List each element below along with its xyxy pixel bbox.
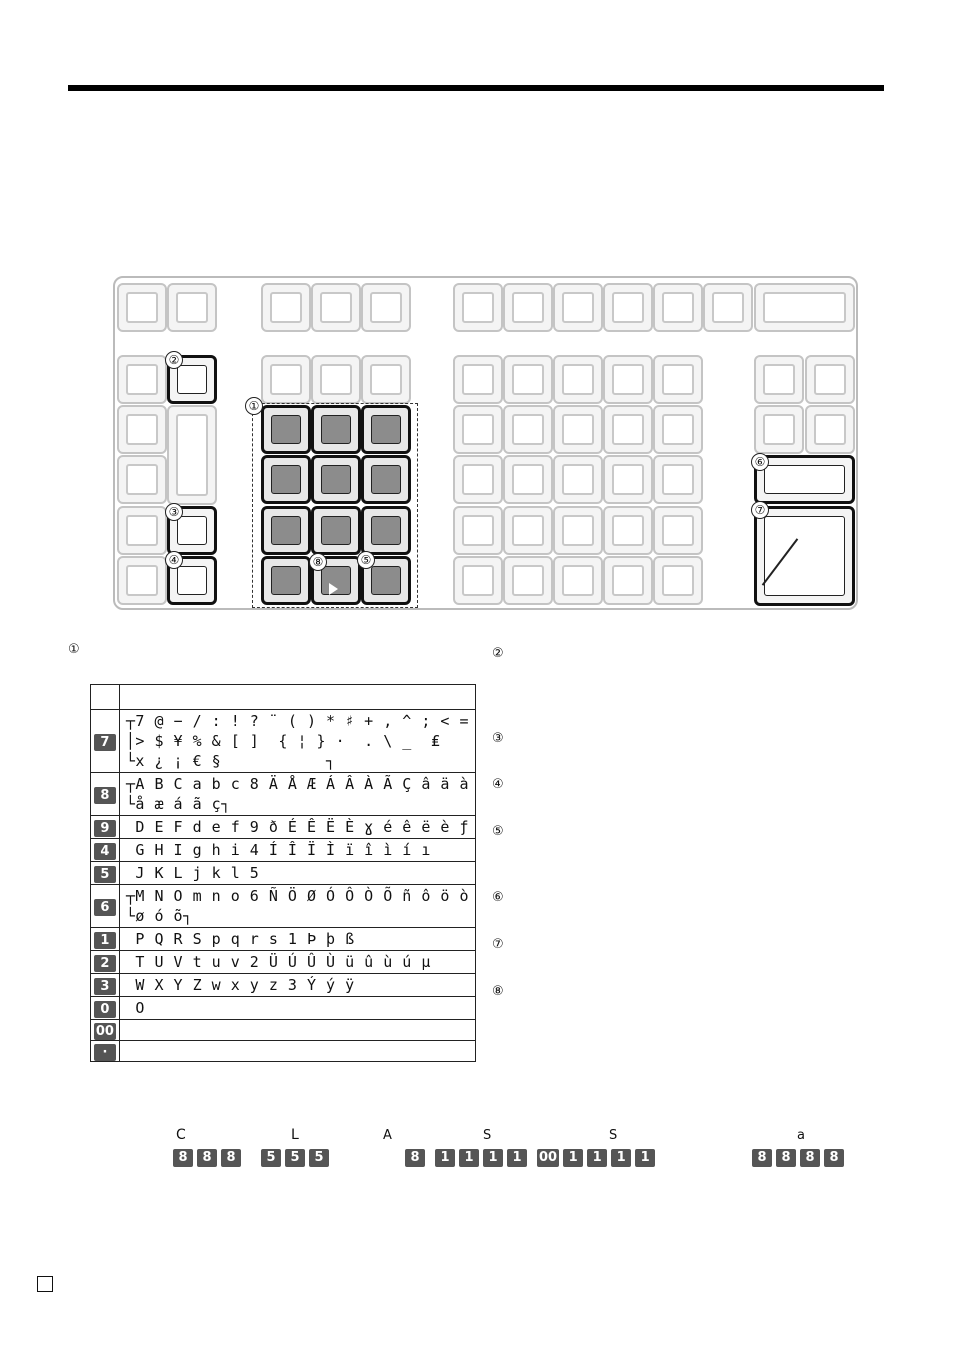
right-block-key-r4c3[interactable] xyxy=(603,556,653,605)
example-key-badge: 5 xyxy=(309,1149,329,1167)
key-cap xyxy=(512,364,544,395)
key-label-badge: 4 xyxy=(94,843,116,860)
key-cap xyxy=(662,414,694,445)
character-list: D E F d e f 9 ð É Ê Ë È ɣ é ê ë è ƒ xyxy=(119,816,475,839)
example-key-badge: 8 xyxy=(800,1149,820,1167)
key-label-badge: 8 xyxy=(94,787,116,804)
key-cap xyxy=(562,364,594,395)
right-block-key-r1c4[interactable] xyxy=(653,405,703,454)
example-key-badge: 1 xyxy=(563,1149,583,1167)
key-cap xyxy=(612,292,644,323)
key-cap xyxy=(562,414,594,445)
top-mid-key-1[interactable] xyxy=(311,283,361,332)
key-cap xyxy=(462,565,494,596)
key-label-badge: 5 xyxy=(94,866,116,883)
example-key-badge: 8 xyxy=(221,1149,241,1167)
right-block-key-r2c3[interactable] xyxy=(603,455,653,504)
example-letter-a: A xyxy=(383,1128,392,1143)
key-cap xyxy=(562,292,594,323)
page-marker-box xyxy=(37,1276,53,1292)
key-label-badge: 9 xyxy=(94,820,116,837)
table-row xyxy=(91,1041,476,1062)
far-right-key-r0c1[interactable] xyxy=(805,355,855,404)
key-cap xyxy=(462,464,494,495)
example-keys-8888 xyxy=(752,1149,844,1167)
numeric-keypad-outline xyxy=(252,403,418,608)
top-left-key-0[interactable] xyxy=(117,283,167,332)
right-block-key-r0c0[interactable] xyxy=(453,355,503,404)
key-cap xyxy=(126,292,158,323)
callout-7: ⑦ xyxy=(751,501,769,519)
example-keys-555 xyxy=(261,1149,329,1167)
right-block-key-r0c2[interactable] xyxy=(553,355,603,404)
top-mid-key-0[interactable] xyxy=(261,283,311,332)
key-label-badge: 7 xyxy=(94,734,116,751)
table-row xyxy=(91,997,476,1020)
example-key-badge: 1 xyxy=(483,1149,503,1167)
key-cap xyxy=(763,292,846,323)
key-cap xyxy=(562,565,594,596)
key-cap xyxy=(612,364,644,395)
right-block-key-r3c0[interactable] xyxy=(453,506,503,555)
key-cap xyxy=(126,515,158,546)
key-cap xyxy=(764,516,845,596)
character-list: ┬M N O m n o 6 Ñ Ö Ø Ó Ô Ò Õ ñ ô ö ò └ø ó õ┐ xyxy=(119,885,475,928)
far-right-key-r1c1[interactable] xyxy=(805,405,855,454)
key-cap xyxy=(764,465,845,494)
key-cap xyxy=(763,364,795,395)
header-rule xyxy=(68,85,884,91)
far-right-key-r0c0[interactable] xyxy=(754,355,804,404)
key-cap xyxy=(814,364,846,395)
character-list: P Q R S p q r s 1 Þ þ ß xyxy=(119,928,475,951)
play-triangle-icon xyxy=(329,583,338,595)
example-key-badge: 1 xyxy=(611,1149,631,1167)
key-cap xyxy=(462,292,494,323)
table-row xyxy=(91,816,476,839)
key-label-badge: 00 xyxy=(95,1024,114,1039)
key-label-badge: · xyxy=(94,1044,116,1061)
callout-8: ⑧ xyxy=(309,553,327,571)
key-cap xyxy=(612,414,644,445)
example-key-badge: 1 xyxy=(507,1149,527,1167)
right-block-key-r3c2[interactable] xyxy=(553,506,603,555)
key-cap xyxy=(562,515,594,546)
table-row xyxy=(91,1020,476,1041)
callout-5: ⑤ xyxy=(357,551,375,569)
character-list: J K L j k l 5 xyxy=(119,862,475,885)
right-block-key-r2c0[interactable] xyxy=(453,455,503,504)
example-letter-s2: S xyxy=(609,1128,618,1143)
character-list xyxy=(119,1041,475,1062)
right-block-key-r4c4[interactable] xyxy=(653,556,703,605)
key-cap xyxy=(177,566,207,595)
far-right-key-r1c0[interactable] xyxy=(754,405,804,454)
key-cap xyxy=(662,565,694,596)
key-cap xyxy=(763,414,795,445)
key-cap xyxy=(462,414,494,445)
upper-mid-key-0[interactable] xyxy=(261,355,311,404)
character-list: W X Y Z w x y z 3 Ý ý ÿ xyxy=(119,974,475,997)
legend-6: ⑥ xyxy=(492,890,504,905)
legend-4: ④ xyxy=(492,777,504,792)
example-key-badge: 1 xyxy=(587,1149,607,1167)
legend-1: ① xyxy=(68,642,80,657)
left-column-key-2[interactable] xyxy=(117,455,167,504)
table-row xyxy=(91,773,476,816)
right-block-key-r2c1[interactable] xyxy=(503,455,553,504)
right-block-key-r0c4[interactable] xyxy=(653,355,703,404)
table-row xyxy=(91,885,476,928)
right-block-key-r4c1[interactable] xyxy=(503,556,553,605)
example-key-badge: 1 xyxy=(635,1149,655,1167)
key-cap xyxy=(712,292,744,323)
top-right-key-2[interactable] xyxy=(553,283,603,332)
highlighted-key-7[interactable] xyxy=(754,506,855,606)
example-key-badge: 8 xyxy=(776,1149,796,1167)
upper-mid-key-1[interactable] xyxy=(311,355,361,404)
character-list xyxy=(119,1020,475,1041)
key-cap xyxy=(270,292,302,323)
example-key-badge: 5 xyxy=(261,1149,281,1167)
key-cap xyxy=(462,515,494,546)
right-block-key-r2c4[interactable] xyxy=(653,455,703,504)
upper-mid-key-2[interactable] xyxy=(361,355,411,404)
key-cap xyxy=(512,464,544,495)
right-block-key-r3c3[interactable] xyxy=(603,506,653,555)
right-block-key-r0c3[interactable] xyxy=(603,355,653,404)
key-cap xyxy=(126,464,158,495)
example-letter-s1: S xyxy=(483,1128,492,1143)
character-list: T U V t u v 2 Ü Ú Û Ù ü û ù ú µ xyxy=(119,951,475,974)
legend-2: ② xyxy=(492,646,504,661)
key-cap xyxy=(126,364,158,395)
example-key-badge: 5 xyxy=(285,1149,305,1167)
right-block-key-r1c3[interactable] xyxy=(603,405,653,454)
key-cap xyxy=(462,364,494,395)
example-key-badge: 1 xyxy=(435,1149,455,1167)
top-mid-key-2[interactable] xyxy=(361,283,411,332)
key-cap xyxy=(177,365,207,394)
example-keys-81111-00-1111 xyxy=(405,1149,655,1167)
character-list: ┬A B C a b c 8 Ä Å Æ Á Â À Ã Ç â ä à └å æ á ã ç┐ xyxy=(119,773,475,816)
character-list: O xyxy=(119,997,475,1020)
left-column-key-0[interactable] xyxy=(117,355,167,404)
key-cap xyxy=(370,364,402,395)
key-cap xyxy=(562,464,594,495)
callout-1: ① xyxy=(245,397,263,415)
right-block-key-r0c1[interactable] xyxy=(503,355,553,404)
key-cap xyxy=(512,292,544,323)
character-list: ┬7 @ − / : ! ? ¨ ( ) * ♯ + , ^ ; < = │> $ ¥ % & [ ] { ¦ } · . \ _ ₤ └x ¿ ¡ € § ┐ xyxy=(119,710,475,773)
example-key-badge: 8 xyxy=(405,1149,425,1167)
left-column-key-1[interactable] xyxy=(117,405,167,454)
top-left-key-1[interactable] xyxy=(167,283,217,332)
key-cap xyxy=(512,565,544,596)
table-row xyxy=(91,928,476,951)
top-right-key-4[interactable] xyxy=(653,283,703,332)
top-right-key-3[interactable] xyxy=(603,283,653,332)
key-cap xyxy=(176,414,208,496)
key-cap xyxy=(320,292,352,323)
top-wide-key[interactable] xyxy=(754,283,855,332)
key-cap xyxy=(126,565,158,596)
table-row xyxy=(91,710,476,773)
table-row xyxy=(91,839,476,862)
right-block-key-r4c0[interactable] xyxy=(453,556,503,605)
key-label-badge: 2 xyxy=(94,955,116,972)
key-cap xyxy=(662,364,694,395)
table-row xyxy=(91,974,476,997)
right-block-key-r4c2[interactable] xyxy=(553,556,603,605)
legend-3: ③ xyxy=(492,731,504,746)
left-column-key-3[interactable] xyxy=(117,506,167,555)
top-right-key-0[interactable] xyxy=(453,283,503,332)
key-cap xyxy=(370,292,402,323)
callout-4: ④ xyxy=(165,551,183,569)
example-key-badge: 1 xyxy=(459,1149,479,1167)
right-block-key-r1c2[interactable] xyxy=(553,405,603,454)
table-row xyxy=(91,862,476,885)
key-cap xyxy=(320,364,352,395)
key-cap xyxy=(612,464,644,495)
example-key-badge: 8 xyxy=(173,1149,193,1167)
example-letter-a-lower: a xyxy=(797,1128,805,1143)
key-cap xyxy=(177,516,207,545)
right-block-key-r3c4[interactable] xyxy=(653,506,703,555)
right-block-key-r1c0[interactable] xyxy=(453,405,503,454)
key-label-badge: 3 xyxy=(94,978,116,995)
table-header-row xyxy=(91,685,476,710)
example-letter-c: C xyxy=(176,1127,186,1143)
key-cap xyxy=(512,515,544,546)
key-cap xyxy=(176,292,208,323)
legend-5: ⑤ xyxy=(492,824,504,839)
callout-6: ⑥ xyxy=(751,453,769,471)
key-cap xyxy=(126,414,158,445)
example-key-badge: 8 xyxy=(752,1149,772,1167)
key-cap xyxy=(612,565,644,596)
callout-3: ③ xyxy=(165,503,183,521)
key-cap xyxy=(662,292,694,323)
key-label-badge: 0 xyxy=(94,1001,116,1018)
example-letter-l: L xyxy=(291,1127,299,1143)
right-block-key-r2c2[interactable] xyxy=(553,455,603,504)
legend-8: ⑧ xyxy=(492,984,504,999)
example-keys-888 xyxy=(173,1149,241,1167)
left-column-key-4[interactable] xyxy=(117,556,167,605)
top-right-key-5[interactable] xyxy=(703,283,753,332)
key-cap xyxy=(612,515,644,546)
key-label-badge: 6 xyxy=(94,899,116,916)
legend-7: ⑦ xyxy=(492,937,504,952)
right-block-key-r3c1[interactable] xyxy=(503,506,553,555)
example-key-badge: 00 xyxy=(539,1150,558,1165)
key-cap xyxy=(270,364,302,395)
key-cap xyxy=(814,414,846,445)
character-list: G H I g h i 4 Í Î Ï Ì ï î ì í ı xyxy=(119,839,475,862)
top-right-key-1[interactable] xyxy=(503,283,553,332)
right-block-key-r1c1[interactable] xyxy=(503,405,553,454)
key-cap xyxy=(662,515,694,546)
example-key-badge: 8 xyxy=(824,1149,844,1167)
tall-key[interactable] xyxy=(167,405,217,505)
key-label-badge: 1 xyxy=(94,932,116,949)
key-cap xyxy=(662,464,694,495)
callout-2: ② xyxy=(165,351,183,369)
highlighted-key-6[interactable] xyxy=(754,455,855,504)
example-key-badge: 8 xyxy=(197,1149,217,1167)
table-row xyxy=(91,951,476,974)
character-table xyxy=(90,684,476,1062)
key-cap xyxy=(512,414,544,445)
